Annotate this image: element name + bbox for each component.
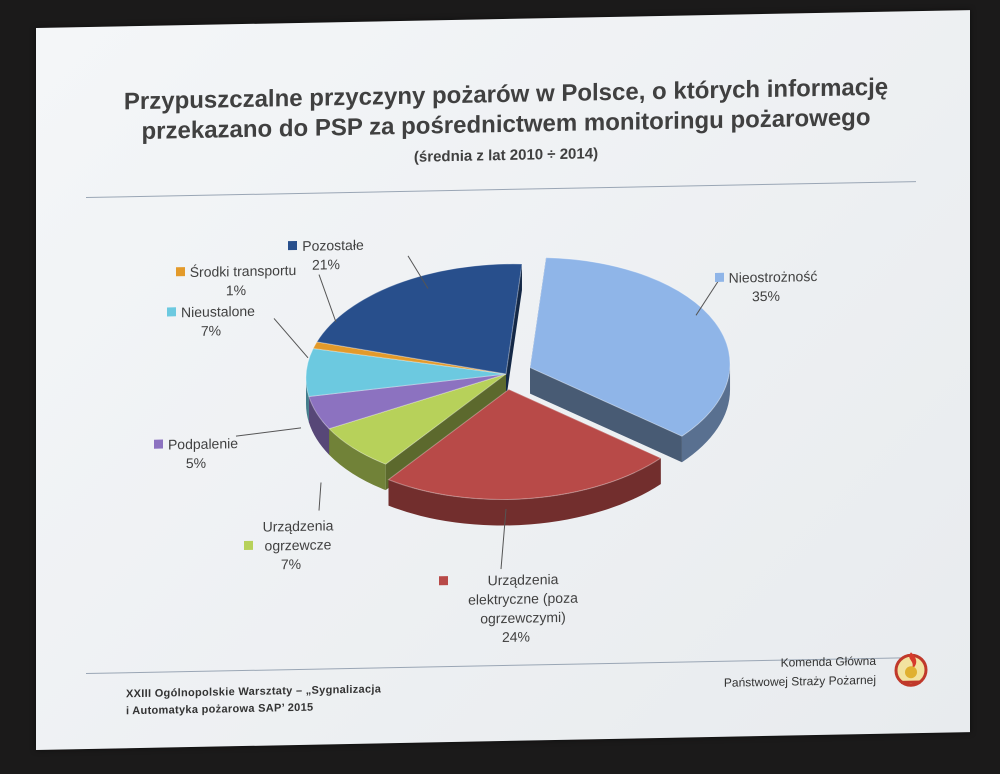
- footer-conference-line1: XXIII Ogólnopolskie Warsztaty – „Sygnalizacja: [126, 683, 382, 701]
- chart-title-line1: Przypuszczalne przyczyny pożarów w Polsce, o których informację: [123, 73, 889, 116]
- label-nieostroznosc-value: 35%: [751, 287, 781, 305]
- label-urzadzenia-elektryczne-name: Urządzenia elektryczne (poza ogrzewczymi): [468, 570, 578, 627]
- label-urzadzenia-ogrzewcze-value: 7%: [280, 555, 302, 573]
- label-podpalenie: [146, 434, 246, 474]
- label-nieustalone-name: Nieustalone: [181, 302, 255, 321]
- label-pozostale-name: Pozostałe: [302, 236, 364, 254]
- label-urzadzenia-elektryczne-value: 24%: [501, 628, 531, 646]
- footer-organization-line1: Komenda Główna: [780, 653, 876, 670]
- swatch-podpalenie: [154, 440, 163, 449]
- leader-line-5: [319, 483, 321, 511]
- label-srodki-transportu-value: 1%: [225, 281, 247, 299]
- swatch-srodki-transportu: [176, 267, 185, 276]
- label-srodki-transportu-name: Środki transportu: [189, 262, 297, 281]
- leader-line-3: [274, 318, 308, 359]
- footer-organization-line2: Państwowej Straży Pożarnej: [723, 672, 876, 690]
- label-nieustalone: [146, 301, 276, 341]
- swatch-urzadzenia-elektryczne: [439, 576, 448, 585]
- footer-conference-line2: i Automatyka pożarowa SAP’ 2015: [126, 701, 314, 718]
- label-urzadzenia-ogrzewcze-name: Urządzenia ogrzewcze: [262, 517, 334, 554]
- presentation-slide: [36, 10, 970, 750]
- label-pozostale-value: 21%: [311, 256, 341, 273]
- footer-conference: [126, 681, 381, 720]
- label-podpalenie-value: 5%: [185, 454, 207, 472]
- chart-subtitle: (średnia z lat 2010 ÷ 2014): [413, 145, 599, 166]
- fire-service-logo-icon: [891, 648, 931, 689]
- label-nieustalone-value: 7%: [200, 322, 222, 339]
- label-podpalenie-name: Podpalenie: [167, 435, 239, 453]
- label-srodki-transportu: [156, 261, 316, 302]
- label-urzadzenia-elektryczne: [431, 569, 601, 648]
- leader-line-2: [319, 274, 336, 322]
- swatch-nieostroznosc: [715, 273, 724, 282]
- swatch-nieustalone: [167, 307, 176, 316]
- label-nieostroznosc-name: Nieostrożność: [728, 267, 818, 286]
- swatch-pozostale: [288, 241, 297, 250]
- footer-organization: [696, 652, 876, 693]
- chart-title-line2: przekazano do PSP za pośrednictwem monitoringu pożarowego: [141, 103, 871, 145]
- label-nieostroznosc: [696, 267, 836, 308]
- swatch-urzadzenia-ogrzewcze: [244, 541, 253, 550]
- label-urzadzenia-ogrzewcze: [226, 516, 356, 575]
